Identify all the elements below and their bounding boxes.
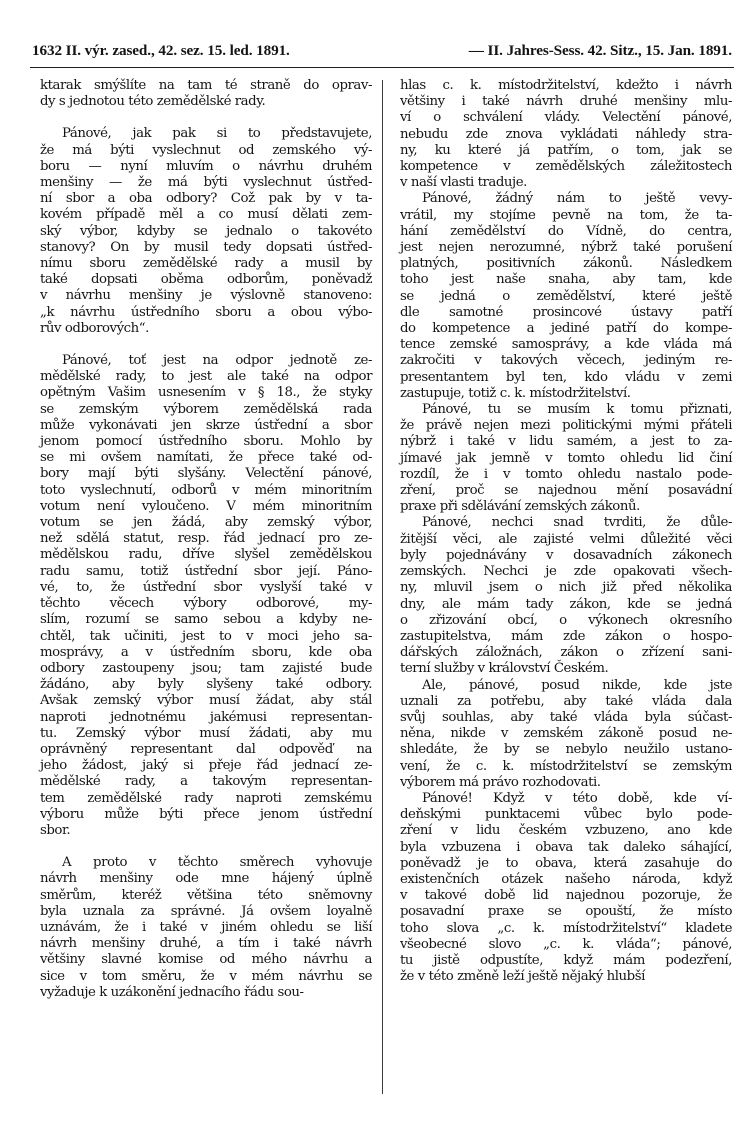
text-line: směrům, kteréž většina této sněmovny — [40, 887, 372, 903]
text-line: návrh menšiny druhé, a tím i také návrh — [40, 936, 372, 952]
text-line: vyžaduje k uzákonění jednacího řádu sou- — [40, 984, 304, 1000]
text-line: rův odborových“. — [40, 320, 149, 336]
text-line: toho jest naše snaha, aby tam, kde — [400, 272, 732, 288]
paragraph — [40, 126, 372, 337]
text-line: naproti jednotnému jakémusi representan- — [40, 709, 372, 725]
text-line: bory mají býti slyšány. Velectění pánové, — [40, 466, 372, 482]
text-line: do kompetence a jediné patří do kompe- — [400, 321, 732, 337]
text-line: vení, že c. k. místodržitelství se zemským — [400, 758, 732, 774]
text-line: výboru může býti přece jenom ústřední — [40, 806, 372, 822]
text-line: jeho žádost, jaký si přeje řád jednací ze- — [40, 758, 372, 774]
text-line: Ale, pánové, posud nikde, kde jste — [422, 677, 732, 693]
text-line: uznávám, že i také v jiném ohledu se liší — [40, 919, 372, 935]
paragraph-gap — [40, 337, 372, 353]
paragraph — [400, 78, 732, 191]
left-column — [40, 78, 372, 1001]
text-line: jímavé jak jemně v tomto ohledu lid činí — [400, 450, 732, 466]
paragraph — [400, 791, 732, 985]
text-line: ví o schválení vlády. Velectění pánové, — [400, 110, 732, 126]
text-line: mědělské rady, a takovým representan- — [40, 774, 372, 790]
text-line: může vykonávati jen skrze ústřední a sbor — [40, 417, 372, 433]
text-line: rozdíl, že i v tomto ohledu nastalo pode- — [400, 466, 732, 482]
paragraph — [40, 78, 372, 110]
text-line: menšiny — že má býti vyslechnut ústřed- — [40, 175, 372, 191]
text-line: existenčních otázek našeho národa, když — [400, 871, 732, 887]
text-line: deňskými punktacemi vůbec bylo pode- — [400, 807, 732, 823]
text-line: vé, to, že ústřední sbor vyslyší také v — [40, 579, 372, 595]
text-line: votum se jen žádá, aby zemský výbor, — [40, 515, 372, 531]
text-line: tu. Zemský výbor musí žádati, aby mu — [40, 725, 372, 741]
text-line: presentantem byl ten, kdo vládu v zemi — [400, 369, 732, 385]
text-line: stanovy? On by musil tedy dopsati ústřed- — [40, 239, 372, 255]
text-line: sice v tom směru, že v mém návrhu se — [40, 968, 372, 984]
text-line: žádáno, aby byly slyšeny také odbory. — [40, 677, 372, 693]
text-line: toto vyslechnutí, odborů v mém minoritním — [40, 482, 372, 498]
right-column — [400, 78, 732, 985]
text-line: Avšak zemský výbor musí žádat, aby stál — [40, 693, 372, 709]
text-line: ní sbor a oba odbory? Což pak by v ta- — [40, 191, 372, 207]
text-line: většiny slavné komise od mého návrhu a — [40, 952, 372, 968]
text-line: něna, nikde v zemském zákoně posud ne- — [400, 726, 732, 742]
text-line: praxe při sdělávání zemských zákonů. — [400, 499, 640, 515]
text-line: ny, mluvil jsem o nich již před několika — [400, 580, 732, 596]
text-line: zakročiti v takových věcech, jediným re- — [400, 353, 732, 369]
text-line: mědělskou radu, dříve slyšel zemědělskou — [40, 547, 372, 563]
text-line: ktarak smýšlíte na tam té straně do oprav- — [40, 78, 372, 93]
header-left: 1632 II. výr. zased., 42. sez. 15. led. 1891. — [32, 42, 290, 59]
text-line: shledáte, že by se nebylo neužilo ustano- — [400, 742, 732, 758]
column-divider — [382, 80, 383, 1094]
text-line: Pánové, tu se musím k tomu přiznati, — [422, 402, 732, 418]
text-line: mědělské rady, to jest ale také na odpor — [40, 369, 372, 385]
text-line: Pánové, nechci snad tvrditi, že důle- — [422, 515, 732, 531]
text-line: že má býti vyslechnut od zemského vý- — [40, 142, 372, 158]
text-line: těchto věcech výbory odborové, my- — [40, 596, 372, 612]
text-line: hání zemědělství do Vídně, do centra, — [400, 223, 732, 239]
text-line: ský výbor, kdyby se jednalo o takovéto — [40, 223, 372, 239]
text-line: kovém případě měl a co musí dělati zem- — [40, 207, 372, 223]
paragraph — [40, 855, 372, 1001]
text-line: odbory zastoupeny jsou; tam zajisté bude — [40, 660, 372, 676]
text-line: sbor. — [40, 822, 71, 838]
text-line: byly pojednávány v dosavadních zákonech — [400, 547, 732, 563]
text-line: uznali za potřebu, aby také vláda dala — [400, 693, 732, 709]
header-rule — [30, 67, 734, 68]
text-line: že právě nejen mezi politickými mými přáteli — [400, 418, 732, 434]
paragraph — [400, 678, 732, 791]
text-line: oprávněný representant dal odpověď na — [40, 741, 372, 757]
text-line: platných, positivních zákonů. Následkem — [400, 256, 732, 272]
text-line: se zemským výborem zemědělská rada — [40, 401, 372, 417]
text-line: zemských. Nechci je zde opakovati všech- — [400, 564, 732, 580]
text-line: terní služby v království Českém. — [400, 661, 609, 677]
text-line: zastupitelstva, mám zde zákon o hospo- — [400, 628, 732, 644]
text-line: radu samu, totiž ústřední sbor její. Páno- — [40, 563, 372, 579]
text-line: jest nejen nerozumné, nýbrž také porušení — [400, 240, 732, 256]
text-line: se jedná o zemědělství, které ještě — [400, 288, 732, 304]
text-line: kompetence v zemědělských záležitostech — [400, 159, 732, 175]
text-line: nímu sboru zemědělské rady a musil by — [40, 256, 372, 272]
text-line: zření v lidu českém vzbuzeno, ano kde — [400, 823, 732, 839]
text-line: žitější věci, ale zajisté velmi důležité věci — [400, 531, 732, 547]
text-line: votum není vyloučeno. V mém minoritním — [40, 498, 372, 514]
text-line: hlas c. k. místodržitelství, kdežto i návrh — [400, 78, 732, 93]
text-line: A proto v těchto směrech vyhovuje — [62, 855, 372, 871]
text-line: toho slova „c. k. místodržitelství“ kladete — [400, 920, 732, 936]
text-line: vrátil, my stojíme pevně na tom, že ta- — [400, 207, 732, 223]
text-line: Pánové, toť jest na odpor jednotě ze- — [62, 353, 372, 369]
text-line: tu jistě odpustíte, když mám podezření, — [400, 952, 732, 968]
text-line: většiny i také návrh druhé menšiny mlu- — [400, 94, 732, 110]
text-line: „k návrhu ústředního sboru a obou výbo- — [40, 304, 372, 320]
text-line: jenom pomocí ústředního sboru. Mohlo by — [40, 434, 372, 450]
header-right: — II. Jahres-Sess. 42. Sitz., 15. Jan. 1891. — [468, 42, 732, 59]
text-line: posavadní praxe se opouští, že místo — [400, 904, 732, 920]
text-line: ny, ku které já patřím, o tom, jak se — [400, 142, 732, 158]
text-line: zastupuje, totiž c. k. místodržitelství. — [400, 385, 631, 401]
text-line: opětným Vašim usnesením v § 18., že styky — [40, 385, 372, 401]
text-line: dářských záložnách, zákon o zřízení sani- — [400, 645, 732, 661]
page-header — [32, 36, 732, 66]
paragraph — [400, 402, 732, 515]
text-line: že v této změně leží ještě nějaký hlubší — [400, 969, 645, 985]
text-line: než sdělá statut, resp. řád jednací pro ze- — [40, 531, 372, 547]
text-line: tem zemědělské rady naproti zemskému — [40, 790, 372, 806]
text-line: nýbrž i také v lidu samém, a jest to za- — [400, 434, 732, 450]
text-line: Pánové, žádný nám to ještě vevy- — [422, 191, 732, 207]
text-line: mosprávy, a v ústředním sboru, kde oba — [40, 644, 372, 660]
text-line: zření, proč se najednou mění posavádní — [400, 483, 732, 499]
text-line: dy s jednotou této zemědělské rady. — [40, 94, 266, 110]
text-line: nebudu zde znova vykládati náhledy stra- — [400, 126, 732, 142]
text-line: v návrhu menšiny je výslovně stanoveno: — [40, 288, 372, 304]
text-line: boru — nyní mluvím o návrhu druhém — [40, 158, 372, 174]
text-line: chtěl, tak učiniti, jest to v moci jeho sa- — [40, 628, 372, 644]
text-line: dny, ale mám tady zákon, kde se jedná — [400, 596, 732, 612]
text-line: slím, rozumí se samo sebou a kdyby ne- — [40, 612, 372, 628]
paragraph — [400, 191, 732, 402]
text-line: v naší vlasti traduje. — [400, 175, 527, 191]
paragraph — [400, 515, 732, 677]
text-line: v takové době lid najednou pozoruje, že — [400, 888, 732, 904]
paragraph — [40, 353, 372, 839]
text-line: návrh menšiny ode mne hájený úplně — [40, 871, 372, 887]
text-line: také dopsati oběma odborům, poněvadž — [40, 272, 372, 288]
text-line: byla uznala za správné. Já ovšem loyalně — [40, 903, 372, 919]
paragraph-gap — [40, 110, 372, 126]
text-line: poněvadž je to obava, která zasahuje do — [400, 855, 732, 871]
text-line: dle samotné prosincové ústavy patří — [400, 304, 732, 320]
text-line: všeobecné slovo „c. k. vláda“; pánové, — [400, 936, 732, 952]
text-line: se mi ovšem namítati, že přece také od- — [40, 450, 372, 466]
text-line: tence zemské samosprávy, a kde vláda má — [400, 337, 732, 353]
paragraph-gap — [40, 839, 372, 855]
text-line: o zřizování obcí, o výkonech okresního — [400, 612, 732, 628]
text-line: svůj souhlas, aby také vláda byla súčast- — [400, 709, 732, 725]
text-line: výborem má právo rozhodovati. — [400, 774, 601, 790]
text-line: Pánové, jak pak si to představujete, — [62, 126, 372, 142]
text-line: Pánové! Když v této době, kde ví- — [422, 790, 732, 806]
text-line: byla vzbuzena i obava tak daleko sáhající, — [400, 839, 732, 855]
